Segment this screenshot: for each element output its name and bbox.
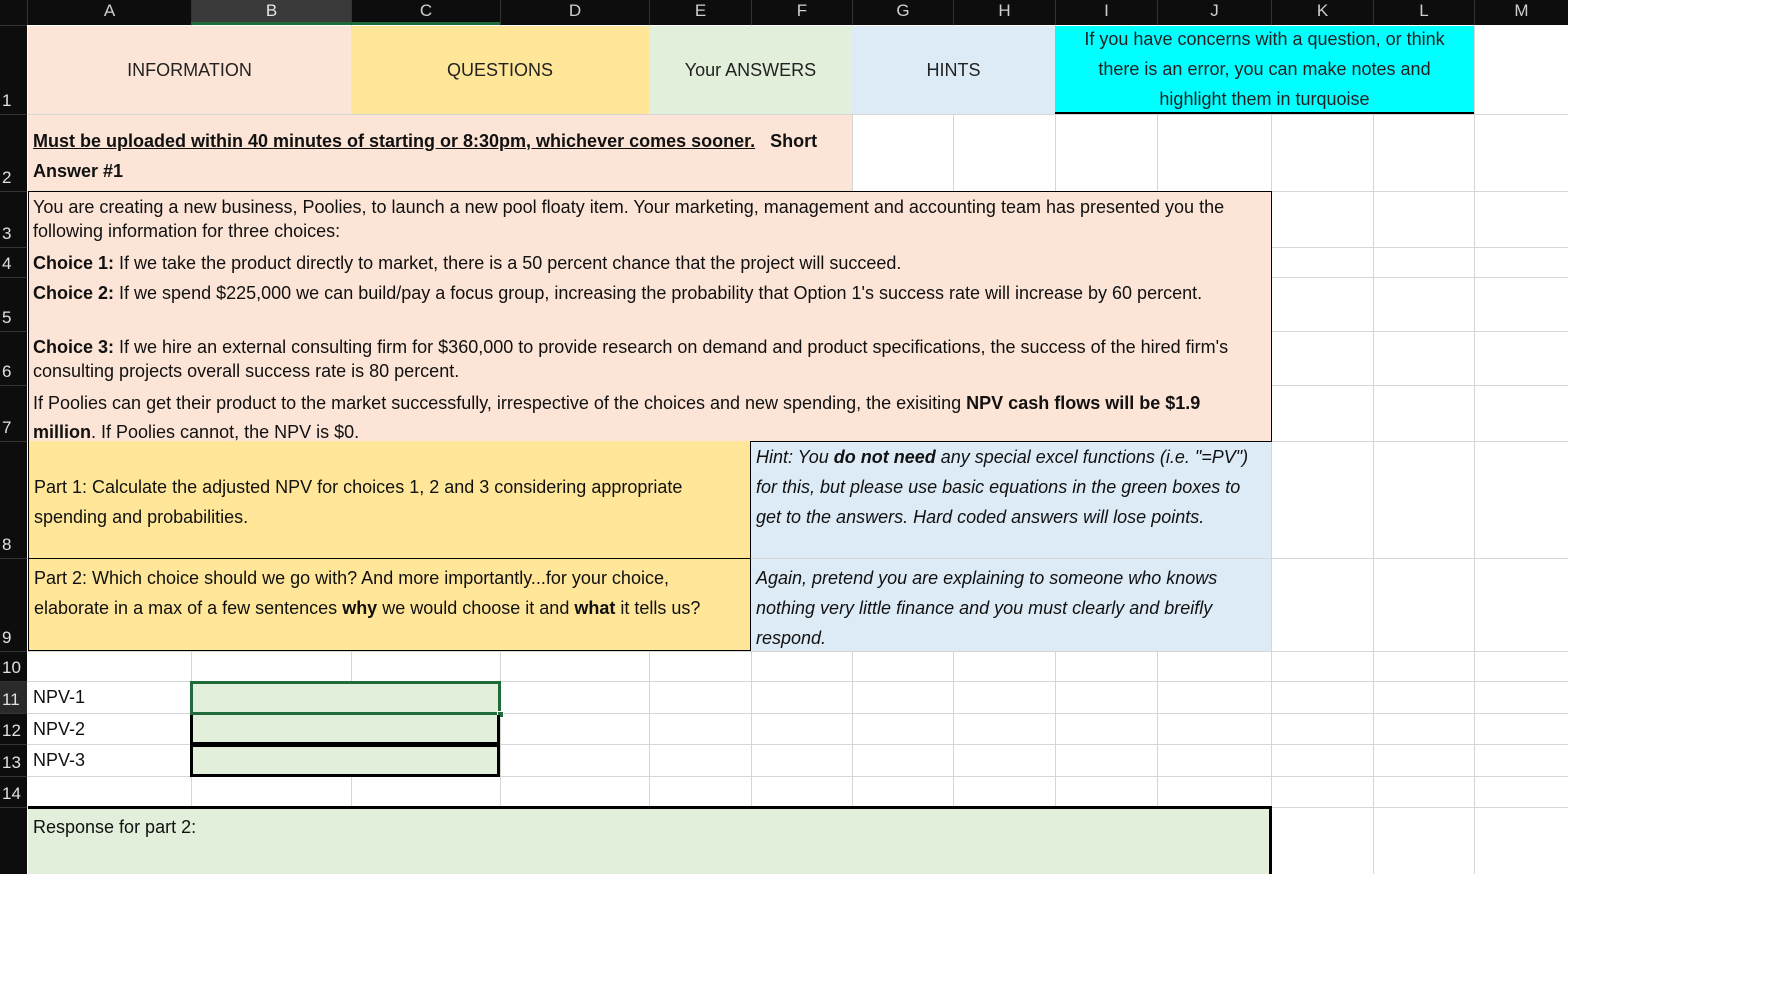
info-intro[interactable]: You are creating a new business, Poolies, to launch a new pool floaty item. Your marketing, management and accounting team has presented you the following information for three choices: bbox=[33, 197, 1225, 241]
short-answer-label: Short Answer #1 bbox=[33, 131, 818, 181]
npv-3-label[interactable]: NPV-3 bbox=[33, 750, 86, 770]
row-header-5[interactable]: 5 bbox=[0, 277, 27, 331]
row-header-13[interactable]: 13 bbox=[0, 744, 27, 776]
concerns-note[interactable]: If you have concerns with a question, or think there is an error, you can make notes and highlight them in turquoise bbox=[1055, 26, 1474, 114]
row-header-9[interactable]: 9 bbox=[0, 558, 27, 651]
npv-1-label[interactable]: NPV-1 bbox=[33, 687, 86, 707]
column-selection-indicator bbox=[191, 22, 500, 25]
information-header[interactable]: INFORMATION bbox=[28, 26, 351, 114]
column-header-j[interactable]: J bbox=[1157, 0, 1271, 25]
select-all-corner[interactable] bbox=[0, 0, 27, 25]
part-2-response-input[interactable]: Response for part 2: bbox=[28, 806, 1272, 874]
info-npv[interactable]: If Poolies can get their product to the market successfully, irrespective of the choices and new spending, the exisiting NPV cash flows will be $1.9 million. If Poolies cannot, the NPV is $0. bbox=[33, 393, 1201, 441]
hint-part-1[interactable]: Hint: You do not need any special excel functions (i.e. "=PV") for this, but please use basic equations in the green boxes to get to the answers. Hard coded answers will lose points. bbox=[751, 442, 1271, 558]
hints-header[interactable]: HINTS bbox=[852, 26, 1055, 114]
column-header-i[interactable]: I bbox=[1055, 0, 1157, 25]
column-header-f[interactable]: F bbox=[751, 0, 852, 25]
npv-2-answer-input[interactable] bbox=[190, 715, 500, 745]
info-choice-1[interactable]: Choice 1: If we take the product directly to market, there is a 50 percent chance that the project will succeed. bbox=[33, 253, 902, 273]
deadline-text: Must be uploaded within 40 minutes of starting or 8:30pm, whichever comes sooner. bbox=[33, 131, 756, 151]
npv-2-label[interactable]: NPV-2 bbox=[33, 719, 86, 739]
row-header-7[interactable]: 7 bbox=[0, 385, 27, 441]
row-header-10[interactable]: 10 bbox=[0, 651, 27, 681]
column-header-e[interactable]: E bbox=[649, 0, 751, 25]
row-header-15[interactable] bbox=[0, 807, 27, 874]
row-header-3[interactable]: 3 bbox=[0, 191, 27, 247]
column-header-m[interactable]: M bbox=[1474, 0, 1568, 25]
info-choice-3[interactable]: Choice 3: If we hire an external consulting firm for $360,000 to provide research on demand and product specifications, the success of the hired firm's consulting projects overall success rate is 80 percent. bbox=[33, 337, 1229, 381]
instructions-cell[interactable] bbox=[28, 115, 852, 191]
row-header-12[interactable]: 12 bbox=[0, 713, 27, 744]
column-header-c[interactable]: C bbox=[351, 0, 500, 25]
questions-header[interactable]: QUESTIONS bbox=[351, 26, 649, 114]
row-header-11[interactable]: 11 bbox=[0, 681, 27, 713]
answers-header[interactable]: Your ANSWERS bbox=[649, 26, 852, 114]
row-header-8[interactable]: 8 bbox=[0, 441, 27, 558]
hint-part-2[interactable]: Again, pretend you are explaining to someone who knows nothing very little finance and you must clearly and breifly respond. bbox=[751, 559, 1271, 651]
column-header-g[interactable]: G bbox=[852, 0, 953, 25]
npv-1-answer-input[interactable] bbox=[190, 681, 501, 715]
question-part-2[interactable]: Part 2: Which choice should we go with? And more importantly...for your choice, elaborate in a max of a few sentences why we would choose it and what it tells us? bbox=[28, 558, 751, 651]
column-header-a[interactable]: A bbox=[27, 0, 191, 25]
column-header-l[interactable]: L bbox=[1373, 0, 1474, 25]
column-header-k[interactable]: K bbox=[1271, 0, 1373, 25]
column-header-h[interactable]: H bbox=[953, 0, 1055, 25]
column-header-d[interactable]: D bbox=[500, 0, 649, 25]
question-part-1[interactable]: Part 1: Calculate the adjusted NPV for choices 1, 2 and 3 considering appropriate spending and probabilities. bbox=[28, 441, 751, 559]
npv-3-answer-input[interactable] bbox=[190, 744, 500, 777]
row-header-1[interactable]: 1 bbox=[0, 25, 27, 114]
column-header-b[interactable]: B bbox=[191, 0, 351, 25]
row-header-4[interactable]: 4 bbox=[0, 247, 27, 277]
row-header-14[interactable]: 14 bbox=[0, 776, 27, 807]
row-header-2[interactable]: 2 bbox=[0, 114, 27, 191]
row-header-6[interactable]: 6 bbox=[0, 331, 27, 385]
info-choice-2[interactable]: Choice 2: If we spend $225,000 we can build/pay a focus group, increasing the probability that Option 1's success rate will increase by 60 percent. bbox=[33, 283, 1203, 303]
